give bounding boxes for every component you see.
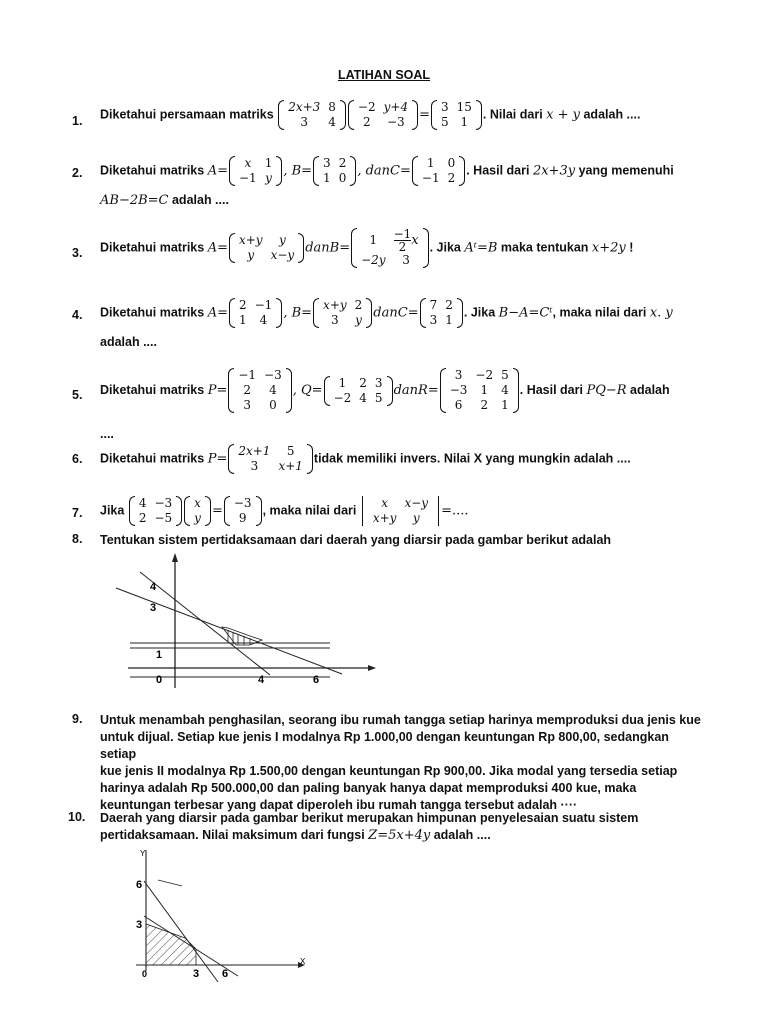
question-number: 1.	[72, 114, 83, 128]
x-tick-label: 4	[258, 674, 265, 686]
matrix-cell: x	[194, 496, 201, 510]
determinant	[362, 496, 439, 526]
matrix-cell: 1	[460, 115, 469, 129]
matrix-cell: 2	[243, 383, 252, 397]
matrix-cell: x	[381, 496, 389, 510]
graph-q8	[110, 550, 385, 700]
expression: x + y	[546, 107, 580, 123]
y-axis-label: Y	[140, 849, 146, 858]
expression: AB−2B=C	[100, 193, 169, 208]
matrix-r	[440, 368, 519, 413]
matrix-cell: 0	[269, 398, 277, 412]
question-number: 10.	[68, 810, 86, 824]
matrix-cell: 1	[238, 313, 247, 327]
question-number: 8.	[72, 532, 83, 546]
matrix-cell: 1	[445, 313, 453, 327]
matrix-a	[229, 298, 282, 328]
matrix-cell: 3	[243, 398, 252, 412]
matrix-cell: −3	[233, 496, 252, 510]
matrix-cell: y	[412, 511, 420, 525]
matrix-cell: 4	[269, 383, 277, 397]
matrix-cell: 2	[138, 511, 147, 525]
question-text: Diketahui persamaan matriks	[100, 107, 274, 122]
matrix-a	[229, 233, 304, 263]
matrix-cell: 2	[447, 171, 456, 185]
matrix-cell: 4	[328, 115, 336, 129]
matrix-cell: y	[265, 171, 272, 185]
question-number: 6.	[72, 452, 83, 466]
matrix-cell: 3	[374, 375, 383, 390]
matrix-cell: 3	[429, 313, 438, 327]
matrix-cell: 3	[454, 368, 463, 382]
matrix-cell: −5	[154, 511, 173, 525]
matrix-cell: −3	[449, 383, 468, 397]
worksheet-page: LATIHAN SOAL 1. Diketahui persamaan matriks 2x+3 8 3 4 −2 y+4 2 −3 = 3 15 5 1 . Nilai dari x + y adalah .... 2. Diketahui matriks A= x 1 −1 y , B= 3 2 1 0 , danC= 1 0 −1 2 . Hasil dari 2x+3y yang memenuhi AB−2B=C adalah .... 3. Diketahui matriks A= x+y y y x−y danB= 1 $\frac{-1}{2}$ x −2y 3 . Jika Aᵗ=B maka tentukan x+2y ! 4. Diketahui matriks A= 2 −1 1 4 , B= x+y 2 3 y danC= 7 2 3 1 . Jika B−A=Cᵗ, maka nilai dari x. y adalah .... 5. Diketahui matriks P= −1 −3 2 4 3 0 , Q= 1 2 3 −2 4 5 danR= 3 −2 5 −3 1 4 6 2 1 . Hasil dari PQ−R adalah .... 6. Diketahui matriks P= 2x+1 5 3 x+1 tidak memiliki invers. Nilai X yang mungkin adalah .... 7. Jika 4 −3 2 −5 x y = −3 9 , maka nilai dari x x−y x+y y =.... 8. Tentukan sistem pertidaksamaan dari daerah yang diarsir pada gambar berikut adalah 4 3 1 0 4 6 9. Untuk menambah penghasilan, seorang ibu rumah tangga setiap harinya memproduksi dua jenis kue untuk dijual. Setiap kue jenis I modalnya Rp 1.000,00 dengan keuntungan Rp 800,00, sedangkan setiap kue jenis II modalnya Rp 1.500,00 dengan keuntungan Rp 900,00. Jika modal yang tersedia setiap harinya adalah Rp 500.000,00 dan paling banyak hanya dapat memproduksi 400 kue, maka keuntungan terbesar yang dapat diperoleh ibu rumah tangga tersebut adalah ···· 10. Daerah yang diarsir pada gambar berikut merupakan himpunan penyelesaian suatu sistem pertidaksamaan. Nilai maksimum dari fungsi Z=5x+4y adalah .... Y X 6 3 0 3 6	[0, 0, 768, 1024]
matrix-p	[228, 444, 313, 474]
matrix-p	[228, 368, 291, 413]
matrix-c	[420, 298, 463, 328]
matrix-q	[324, 376, 393, 406]
matrix-cell: −2	[333, 390, 352, 405]
matrix-cell: 15	[456, 100, 472, 114]
graph-q10	[110, 846, 320, 984]
matrix-cell: 2	[354, 298, 363, 312]
matrix-cell: 8	[328, 100, 336, 114]
question-number: 2.	[72, 166, 83, 180]
matrix-cell: −3	[387, 115, 405, 129]
matrix-cell: 2x+3	[288, 100, 321, 114]
matrix-cell: 1	[338, 375, 347, 390]
matrix-cell: −3	[264, 368, 282, 382]
vector-result	[224, 496, 262, 526]
matrix-cell: 4	[259, 313, 268, 327]
matrix-cell: y+4	[383, 100, 409, 114]
matrix-cell: 5	[286, 444, 295, 458]
matrix-cell: 0	[338, 171, 347, 185]
matrix-cell: y	[194, 511, 201, 525]
y-tick-label: 4	[150, 581, 157, 593]
matrix-cell: x+y	[238, 233, 263, 247]
matrix-cell: 1	[264, 156, 273, 170]
matrix-cell: −1	[238, 171, 257, 185]
x-tick-label: 6	[222, 968, 229, 980]
matrix-cell: −2	[357, 100, 376, 114]
matrix-b	[313, 298, 372, 328]
matrix-cell: 9	[238, 511, 247, 525]
matrix-cell: 3	[331, 313, 339, 327]
matrix-cell: 2	[359, 375, 367, 390]
matrix-cell: 5	[501, 368, 509, 382]
matrix-cell: x−y	[270, 248, 295, 262]
matrix-cell: −1	[254, 298, 273, 312]
matrix-a	[129, 496, 182, 526]
matrix-cell: x	[244, 156, 252, 170]
page-title: LATIHAN SOAL	[337, 68, 431, 82]
matrix-cell: 2	[480, 398, 489, 412]
matrix-cell: 6	[454, 398, 463, 412]
matrix-cell: −2	[475, 368, 494, 382]
matrix-b: 1 $\frac{-1}{2}$ x −2y 3	[351, 228, 429, 268]
matrix-cell: 3	[323, 156, 331, 170]
question-number: 5.	[72, 388, 83, 402]
matrix-cell: y	[247, 248, 255, 262]
matrix-a	[229, 156, 282, 186]
matrix-cell: 2	[362, 115, 371, 129]
matrix-cell: 1	[480, 383, 489, 397]
y-tick-label: 1	[156, 649, 163, 661]
matrix-cell: −1	[421, 171, 440, 185]
matrix-cell: 2	[238, 298, 247, 312]
x-tick-label: 6	[313, 674, 320, 686]
matrix-cell: 5	[441, 115, 449, 129]
matrix-cell: y	[355, 313, 362, 327]
y-tick-label: 6	[136, 879, 143, 891]
matrix-cell: 3	[300, 115, 309, 129]
vector-xy	[184, 496, 211, 526]
y-tick-label: 3	[136, 919, 143, 931]
question-number: 9.	[72, 712, 83, 726]
y-tick-label: 3	[150, 602, 157, 614]
matrix-c	[412, 156, 465, 186]
matrix-cell: 0	[447, 156, 456, 170]
x-axis-label: X	[300, 957, 306, 966]
matrix-cell: 2	[338, 156, 347, 170]
matrix-cell: 4	[501, 383, 509, 397]
matrix-cell: 1	[501, 398, 509, 412]
matrix-cell: x+y	[323, 298, 347, 312]
question-number: 3.	[72, 246, 83, 260]
origin-label: 0	[156, 674, 163, 686]
x-tick-label: 3	[193, 968, 200, 980]
question-number: 7.	[72, 506, 83, 520]
matrix-b	[348, 100, 418, 130]
matrix-cell: x−y	[404, 496, 429, 510]
matrix-cell: 2	[445, 298, 453, 312]
matrix-cell: 5	[374, 390, 383, 405]
matrix-cell: −1	[238, 368, 257, 382]
matrix-cell: y	[279, 233, 286, 247]
question-number: 4.	[72, 308, 83, 322]
question-text: Tentukan sistem pertidaksamaan dari daerah yang diarsir pada gambar berikut adalah	[100, 533, 612, 547]
matrix-cell: x+1	[278, 459, 303, 473]
matrix-c	[431, 100, 482, 130]
matrix-cell: 1	[426, 156, 435, 170]
matrix-cell: 7	[429, 298, 438, 312]
matrix-cell: 2x+1	[238, 444, 271, 458]
matrix-cell: 3	[250, 459, 259, 473]
matrix-cell: −3	[154, 496, 173, 510]
origin-label: 0	[142, 969, 148, 979]
matrix-cell: 4	[359, 390, 367, 405]
matrix-b	[313, 156, 356, 186]
matrix-cell: 4	[138, 496, 147, 510]
matrix-a	[278, 100, 346, 130]
matrix-cell: 3	[441, 100, 449, 114]
matrix-cell: 1	[323, 171, 331, 185]
matrix-cell: x+y	[372, 511, 397, 525]
